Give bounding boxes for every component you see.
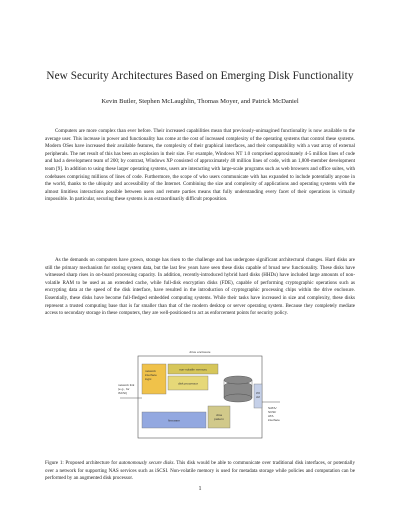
- network-link-label-1: network link: [118, 383, 135, 387]
- architecture-diagram: [112, 346, 290, 450]
- dma-label-1: dma: [215, 413, 223, 417]
- dma-label-2: pattern: [214, 417, 224, 421]
- paper-title: New Security Architectures Based on Emerging Disk Functionality: [46, 70, 354, 82]
- network-interface-label-2: interface: [145, 373, 157, 377]
- network-interface-label-3: logic: [145, 377, 152, 381]
- nvm-label: non-volatile memory: [179, 367, 207, 372]
- caption-emphasis: autonomously secure disks: [118, 460, 174, 466]
- sata-label-4: interface: [268, 418, 280, 422]
- network-link-label-2: (e.g., for: [118, 387, 130, 391]
- architecture-figure: [112, 346, 290, 450]
- caption-post: . This disk would be able to communicate over traditional disk interfaces, or potentially over a network for supporting NAS services such as iSCSI. Non-volatile memory is used for metadata storage while policies and computation can be performed by an augmented disk processor.: [45, 460, 355, 482]
- sata-label-1: SATA/: [268, 406, 277, 410]
- disk-processor-label: disk processor: [178, 381, 198, 386]
- disk-platter-icon: [224, 376, 252, 402]
- caption-pre: Proposed architecture for: [63, 460, 119, 466]
- sata-label-2: SCSI/: [268, 410, 277, 414]
- paper-authors: Kevin Butler, Stephen McLaughlin, Thomas Moyer, and Patrick McDaniel: [101, 98, 299, 105]
- drive-enclosure-label: drive enclosure: [189, 350, 211, 354]
- firmware-label: firmware: [168, 418, 180, 423]
- io-label-1: I/O: [255, 391, 261, 395]
- io-label-2: ctrl: [255, 395, 261, 399]
- page-number: 1: [198, 486, 202, 492]
- sata-label-3: ATA: [268, 414, 274, 418]
- network-interface-label-1: network: [145, 369, 156, 373]
- network-link-label-3: iSCSI): [118, 391, 127, 395]
- paragraph-1: Computers are more complex than ever before. Their increased capabilities mean that previously-unimagined functionality is now available to the average user. This increase in power and functionality has come at the cost of increased complexity of the operating systems that control these systems. Modern OSes have increased their available features, the complexity of their graphical interfaces, and their computability with a vast array of external peripherals. The net result of this has been an explosion in their size. For example, Windows NT 1.0 comprised approximately 4-5 million lines of code and had a development team of 200; by contrast, Windows XP consisted of approximately 40 million lines of code, with an 1,800-member development team [9]. In addition to using these larger operating systems, users are interacting with large-scale programs such as web browsers and office suites, with codebases comprising millions of lines of code. Furthermore, the scope of who users communicate with has expanded to include potentially anyone in the world, thanks to the ubiquity and accessibility of the Internet. Combining the size and complexity of applications and operating systems with the almost limitless interactions possible between users and remote parties means that fully understanding every facet of their operations is virtually impossible. In particular, securing these systems is an extraordinarily difficult proposition.: [45, 128, 355, 203]
- caption-label: Figure 1:: [45, 460, 64, 466]
- figure-caption: [45, 460, 355, 483]
- paragraph-2: As the demands on computers have grown, storage has risen to the challenge and has undergone significant architectural changes. Hard disks are still the primary mechanism for storing system data, but the last few years have seen these disks capable of broad new functionality. These disks have witnessed sharp rises in on-board processing capacity. In addition, recently-introduced hybrid hard disks (HHDs) have included large amounts of non-volatile RAM to be used as an extended cache, while full-disk encryption disks (FDE), capable of performing cryptographic operations such as encrypting data at the speed of the disk interface, have resulted in the introduction of cryptographic processing chips within the drive enclosure. Essentially, these disks have become full-fledged embedded computing systems. While their tasks have increased in size and complexity, these disks represent a trusted computing base that is far smaller than that of the modern desktop or server operating system. Because they completely mediate access to secondary storage in these computers, they are well-positioned to act as enforcement points for security policy.: [45, 257, 355, 317]
